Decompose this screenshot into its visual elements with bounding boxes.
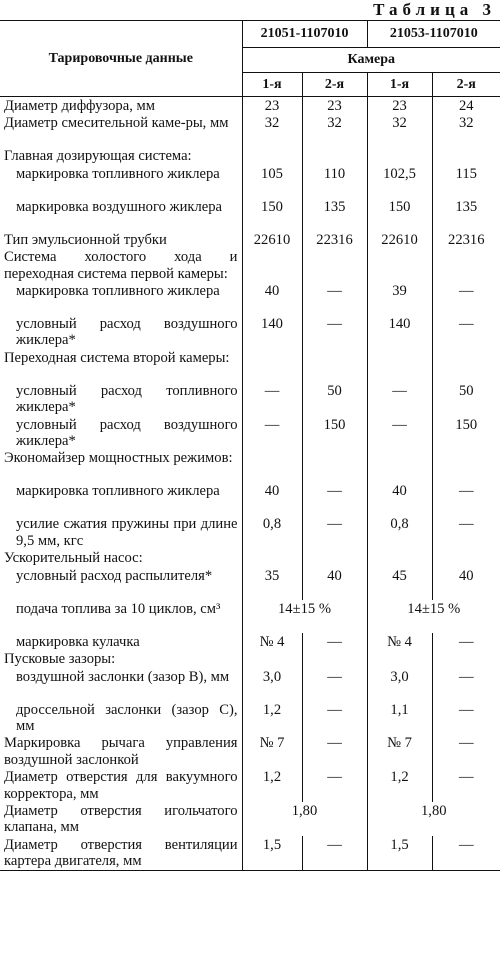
value-cell: — xyxy=(302,836,367,871)
value-cell xyxy=(302,549,367,566)
param-label: дроссельной заслонки (зазор С), мм xyxy=(16,701,238,734)
value-cell: 150 xyxy=(302,416,367,450)
value-cell: 150 xyxy=(242,198,302,231)
value-cell: — xyxy=(432,734,500,768)
value-cell: — xyxy=(242,416,302,450)
table-row xyxy=(0,382,500,416)
value-cell: — xyxy=(242,382,302,416)
header-cam: 1-я xyxy=(242,73,302,97)
value-cell: — xyxy=(432,482,500,515)
value-cell: 0,8 xyxy=(367,515,432,549)
value-cell: 3,0 xyxy=(242,668,302,701)
value-cell: 22610 xyxy=(242,231,302,248)
value-cell: 105 xyxy=(242,165,302,198)
param-label: Диаметр отверстия для вакуумного корректора, мм xyxy=(4,769,238,802)
param-label: Ускорительный насос: xyxy=(4,550,143,567)
table-row xyxy=(0,231,500,248)
value-cell: — xyxy=(432,315,500,349)
value-cell: 1,5 xyxy=(367,836,432,871)
value-cell: 35 xyxy=(242,567,302,600)
value-cell: 102,5 xyxy=(367,165,432,198)
value-cell: 40 xyxy=(242,482,302,515)
table-row xyxy=(0,449,500,482)
table-row xyxy=(0,198,500,231)
value-cell xyxy=(242,248,302,282)
value-cell: 1,80 xyxy=(367,802,500,836)
table-row xyxy=(0,701,500,735)
value-cell: 1,2 xyxy=(367,768,432,802)
table-row xyxy=(0,600,500,633)
value-cell: — xyxy=(302,768,367,802)
param-label: условный расход воздушного жиклера* xyxy=(16,316,238,349)
value-cell: 50 xyxy=(432,382,500,416)
table-row xyxy=(0,416,500,450)
header-cam: 1-я xyxy=(367,73,432,97)
param-label: Тип эмульсионной трубки xyxy=(4,231,167,248)
header-cam: 2-я xyxy=(432,73,500,97)
value-cell: 32 xyxy=(242,114,302,147)
value-cell: — xyxy=(302,515,367,549)
value-cell: 40 xyxy=(432,567,500,600)
table-row xyxy=(0,248,500,282)
value-cell: — xyxy=(432,633,500,650)
value-cell xyxy=(302,248,367,282)
value-cell: — xyxy=(432,701,500,735)
table-row xyxy=(0,633,500,650)
table-body xyxy=(0,97,500,871)
value-cell: № 7 xyxy=(242,734,302,768)
value-cell: — xyxy=(432,668,500,701)
value-cell: — xyxy=(302,633,367,650)
value-cell: 1,1 xyxy=(367,701,432,735)
value-cell xyxy=(302,349,367,382)
header-params: Тарировочные данные xyxy=(0,21,242,97)
value-cell xyxy=(432,449,500,482)
value-cell xyxy=(432,549,500,566)
value-cell: 3,0 xyxy=(367,668,432,701)
param-label: условный расход воздушного жиклера* xyxy=(16,416,238,450)
param-label: условный расход распылителя* xyxy=(16,567,213,584)
value-cell: — xyxy=(302,668,367,701)
value-cell: — xyxy=(367,416,432,450)
table-row xyxy=(0,567,500,600)
param-label: Главная дозирующая система: xyxy=(4,148,192,165)
value-cell xyxy=(242,449,302,482)
value-cell: 40 xyxy=(302,567,367,600)
value-cell: 140 xyxy=(367,315,432,349)
value-cell: — xyxy=(432,515,500,549)
value-cell: 45 xyxy=(367,567,432,600)
value-cell xyxy=(302,449,367,482)
value-cell: — xyxy=(432,282,500,315)
value-cell xyxy=(242,147,302,164)
value-cell: 1,2 xyxy=(242,768,302,802)
value-cell: 14±15 % xyxy=(242,600,367,633)
param-label: Маркировка рычага управления воздушной заслонкой xyxy=(4,735,238,768)
value-cell: 22610 xyxy=(367,231,432,248)
param-label: Пусковые зазоры: xyxy=(4,651,116,668)
value-cell: 1,2 xyxy=(242,701,302,735)
value-cell: 115 xyxy=(432,165,500,198)
param-label: подача топлива за 10 циклов, см³ xyxy=(16,600,221,617)
table-row xyxy=(0,97,500,115)
value-cell: 140 xyxy=(242,315,302,349)
value-cell: — xyxy=(302,734,367,768)
value-cell: 1,80 xyxy=(242,802,367,836)
value-cell xyxy=(367,449,432,482)
value-cell xyxy=(432,147,500,164)
param-label: Диаметр отверстия игольчатого клапана, мм xyxy=(4,802,238,836)
value-cell: — xyxy=(302,315,367,349)
value-cell: 23 xyxy=(302,97,367,115)
value-cell xyxy=(367,650,432,667)
value-cell: 32 xyxy=(432,114,500,147)
value-cell xyxy=(367,248,432,282)
header-model-a: 21051-1107010 xyxy=(242,21,367,48)
value-cell: — xyxy=(302,701,367,735)
table-row xyxy=(0,768,500,802)
value-cell xyxy=(432,349,500,382)
table-row xyxy=(0,482,500,515)
value-cell: 22316 xyxy=(432,231,500,248)
param-label: маркировка топливного жиклера xyxy=(16,483,220,500)
value-cell xyxy=(242,650,302,667)
value-cell xyxy=(302,650,367,667)
value-cell: — xyxy=(367,382,432,416)
value-cell: 0,8 xyxy=(242,515,302,549)
value-cell: 150 xyxy=(432,416,500,450)
value-cell: — xyxy=(302,282,367,315)
table-row xyxy=(0,668,500,701)
value-cell xyxy=(432,650,500,667)
value-cell: 110 xyxy=(302,165,367,198)
param-label: маркировка кулачка xyxy=(16,633,140,650)
value-cell: № 4 xyxy=(242,633,302,650)
param-label: Экономайзер мощностных режимов: xyxy=(4,450,233,467)
table-row xyxy=(0,282,500,315)
value-cell: 40 xyxy=(367,482,432,515)
value-cell: 39 xyxy=(367,282,432,315)
param-label: Система холостого хода и переходная система первой камеры: xyxy=(4,249,238,282)
value-cell: 14±15 % xyxy=(367,600,500,633)
value-cell: 135 xyxy=(432,198,500,231)
value-cell: 24 xyxy=(432,97,500,115)
table-row xyxy=(0,836,500,871)
table-row xyxy=(0,734,500,768)
param-label: маркировка топливного жиклера xyxy=(16,165,220,182)
value-cell: 22316 xyxy=(302,231,367,248)
table-row xyxy=(0,515,500,549)
value-cell xyxy=(432,248,500,282)
header-row-models xyxy=(0,21,500,48)
param-label: Переходная система второй камеры: xyxy=(4,349,230,366)
value-cell: — xyxy=(432,836,500,871)
header-chamber: Камера xyxy=(242,48,500,73)
param-label: воздушной заслонки (зазор В), мм xyxy=(16,668,230,685)
value-cell: 32 xyxy=(302,114,367,147)
value-cell xyxy=(367,549,432,566)
header-cam: 2-я xyxy=(302,73,367,97)
value-cell: 150 xyxy=(367,198,432,231)
value-cell: 32 xyxy=(367,114,432,147)
value-cell xyxy=(242,349,302,382)
value-cell xyxy=(367,349,432,382)
table-row xyxy=(0,650,500,667)
header-model-b: 21053-1107010 xyxy=(367,21,500,48)
table-row xyxy=(0,315,500,349)
param-label: Диаметр диффузора, мм xyxy=(4,98,155,114)
param-label: маркировка топливного жиклера xyxy=(16,283,220,300)
param-label: Диаметр отверстия вентиляции картера двигателя, мм xyxy=(0,836,242,871)
param-label: маркировка воздушного жиклера xyxy=(16,198,223,215)
table-row xyxy=(0,147,500,164)
value-cell: — xyxy=(432,768,500,802)
value-cell: 23 xyxy=(242,97,302,115)
calibration-table xyxy=(0,20,500,871)
value-cell xyxy=(242,549,302,566)
param-label: Диаметр смесительной каме-ры, мм xyxy=(4,115,229,132)
value-cell: 50 xyxy=(302,382,367,416)
value-cell xyxy=(302,147,367,164)
value-cell: 135 xyxy=(302,198,367,231)
table-caption: Таблица 3 xyxy=(373,0,496,19)
table-row xyxy=(0,165,500,198)
value-cell: № 4 xyxy=(367,633,432,650)
value-cell: № 7 xyxy=(367,734,432,768)
value-cell: 1,5 xyxy=(242,836,302,871)
table-row xyxy=(0,349,500,382)
param-label: усилие сжатия пружины при длине 9,5 мм, кгс xyxy=(16,516,238,549)
table-row xyxy=(0,802,500,836)
value-cell: 23 xyxy=(367,97,432,115)
value-cell: — xyxy=(302,482,367,515)
value-cell xyxy=(367,147,432,164)
value-cell: 40 xyxy=(242,282,302,315)
table-row xyxy=(0,549,500,566)
param-label: условный расход топливного жиклера* xyxy=(16,382,238,416)
table-row xyxy=(0,114,500,147)
